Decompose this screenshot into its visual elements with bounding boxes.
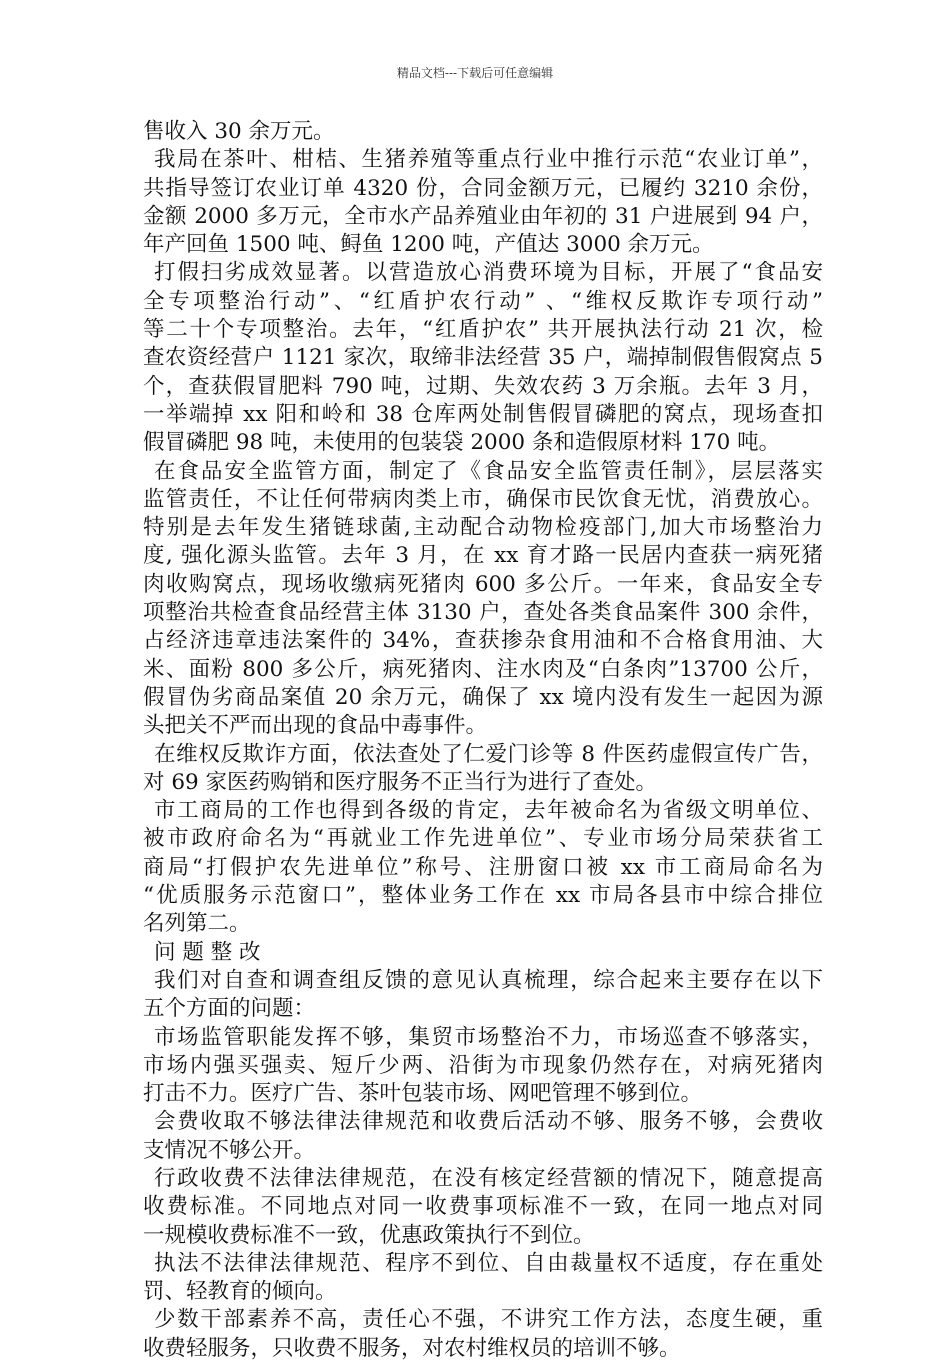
text-line: 金额 2000 多万元，全市水产品养殖业由年初的 31 户进展到 94 户， — [143, 203, 823, 229]
text-line: 我局在茶叶、柑桔、生猪养殖等重点行业中推行示范“农业订单”， — [154, 147, 823, 173]
text-line: 全专项整治行动”、“红盾护农行动” 、“维权反欺诈专项行动” — [143, 288, 823, 314]
text-line: 五个方面的问题： — [143, 996, 316, 1022]
text-line: 执法不法律法律规范、程序不到位、自由裁量权不适度，存在重处 — [154, 1250, 823, 1276]
text-line: 问 题 整 改 — [154, 939, 261, 965]
text-line: 一规模收费标准不一致，优惠政策执行不到位。 — [143, 1222, 595, 1248]
text-line: 共指导签订农业订单 4320 份，合同金额万元，已履约 3210 余份， — [143, 175, 823, 201]
text-line: 等二十个专项整治。去年，“红盾护农” 共开展执法行动 21 次，检 — [143, 317, 823, 343]
text-line: 商局“打假护农先进单位”称号、注册窗口被 xx 市工商局命名为 — [143, 854, 823, 880]
text-line: 市场监管职能发挥不够，集贸市场整治不力，市场巡查不够落实， — [154, 1024, 823, 1050]
document-body — [143, 118, 823, 1363]
text-line: 支情况不够公开。 — [143, 1137, 316, 1163]
text-line: 特别是去年发生猪链球菌,主动配合动物检疫部门,加大市场整治力 — [143, 515, 823, 541]
text-line: 查农资经营户 1121 家次，取缔非法经营 35 户，端掉制假售假窝点 5 — [143, 345, 823, 371]
text-line: 米、面粉 800 多公斤，病死猪肉、注水肉及“白条肉”13700 公斤， — [143, 656, 823, 682]
text-line: 个，查获假冒肥料 790 吨，过期、失效农药 3 万余瓶。去年 3 月， — [143, 373, 823, 399]
text-line: 假冒磷肥 98 吨，未使用的包装袋 2000 条和造假原材料 170 吨。 — [143, 430, 781, 456]
text-line: 收费轻服务，只收费不服务，对农村维权员的培训不够。 — [143, 1335, 681, 1361]
text-line: 被市政府命名为“再就业工作先进单位”、专业市场分局荣获省工 — [143, 826, 823, 852]
text-line: 罚、轻教育的倾向。 — [143, 1279, 337, 1305]
text-line: 对 69 家医药购销和医疗服务不正当行为进行了查处。 — [143, 769, 658, 795]
text-line: 年产回鱼 1500 吨、鲟鱼 1200 吨，产值达 3000 余万元。 — [143, 232, 714, 258]
text-line: 售收入 30 余万元。 — [143, 119, 335, 144]
text-line: 肉收购窝点，现场收缴病死猪肉 600 多公斤。一年来，食品安全专 — [143, 571, 823, 597]
text-line: “优质服务示范窗口”，整体业务工作在 xx 市局各县市中综合排位 — [143, 883, 823, 909]
text-line: 项整治共检查食品经营主体 3130 户，查处各类食品案件 300 余件， — [143, 600, 823, 626]
text-line: 占经济违章违法案件的 34%，查获掺杂食用油和不合格食用油、大 — [143, 628, 823, 654]
text-line: 会费收取不够法律法律规范和收费后活动不够、服务不够，会费收 — [154, 1109, 823, 1135]
text-line: 假冒伪劣商品案值 20 余万元，确保了 xx 境内没有发生一起因为源 — [143, 684, 823, 710]
text-line: 一举端掉 xx 阳和岭和 38 仓库两处制售假冒磷肥的窝点，现场查扣 — [143, 401, 823, 427]
text-line: 名列第二。 — [143, 911, 251, 937]
text-line: 市场内强买强卖、短斤少两、沿街为市现象仍然存在，对病死猪肉 — [143, 1052, 823, 1078]
text-line: 监管责任，不让任何带病肉类上市，确保市民饮食无忧，消费放心。 — [143, 486, 823, 512]
text-line: 打假扫劣成效显著。以营造放心消费环境为目标，开展了“食品安 — [154, 260, 823, 286]
text-line: 少数干部素养不高，责任心不强，不讲究工作方法，态度生硬，重 — [154, 1307, 823, 1333]
text-line: 收费标准。不同地点对同一收费事项标准不一致，在同一地点对同 — [143, 1194, 823, 1220]
text-line: 度, 强化源头监管。去年 3 月，在 xx 育才路一民居内查获一病死猪 — [143, 543, 823, 569]
text-line: 行政收费不法律法律规范，在没有核定经营额的情况下，随意提高 — [154, 1165, 823, 1191]
text-line: 在维权反欺诈方面，依法查处了仁爱门诊等 8 件医药虚假宣传广告， — [154, 741, 823, 767]
text-line: 市工商局的工作也得到各级的肯定，去年被命名为省级文明单位、 — [154, 798, 823, 824]
text-line: 我们对自查和调查组反馈的意见认真梳理，综合起来主要存在以下 — [154, 967, 823, 993]
text-line: 头把关不严而出现的食品中毒事件。 — [143, 713, 488, 739]
page-header: 精品文档---下载后可任意编辑 — [396, 66, 554, 80]
text-line: 打击不力。医疗广告、茶叶包装市场、网吧管理不够到位。 — [143, 1081, 703, 1107]
text-line: 在食品安全监管方面，制定了《食品安全监管责任制》，层层落实 — [154, 458, 823, 484]
